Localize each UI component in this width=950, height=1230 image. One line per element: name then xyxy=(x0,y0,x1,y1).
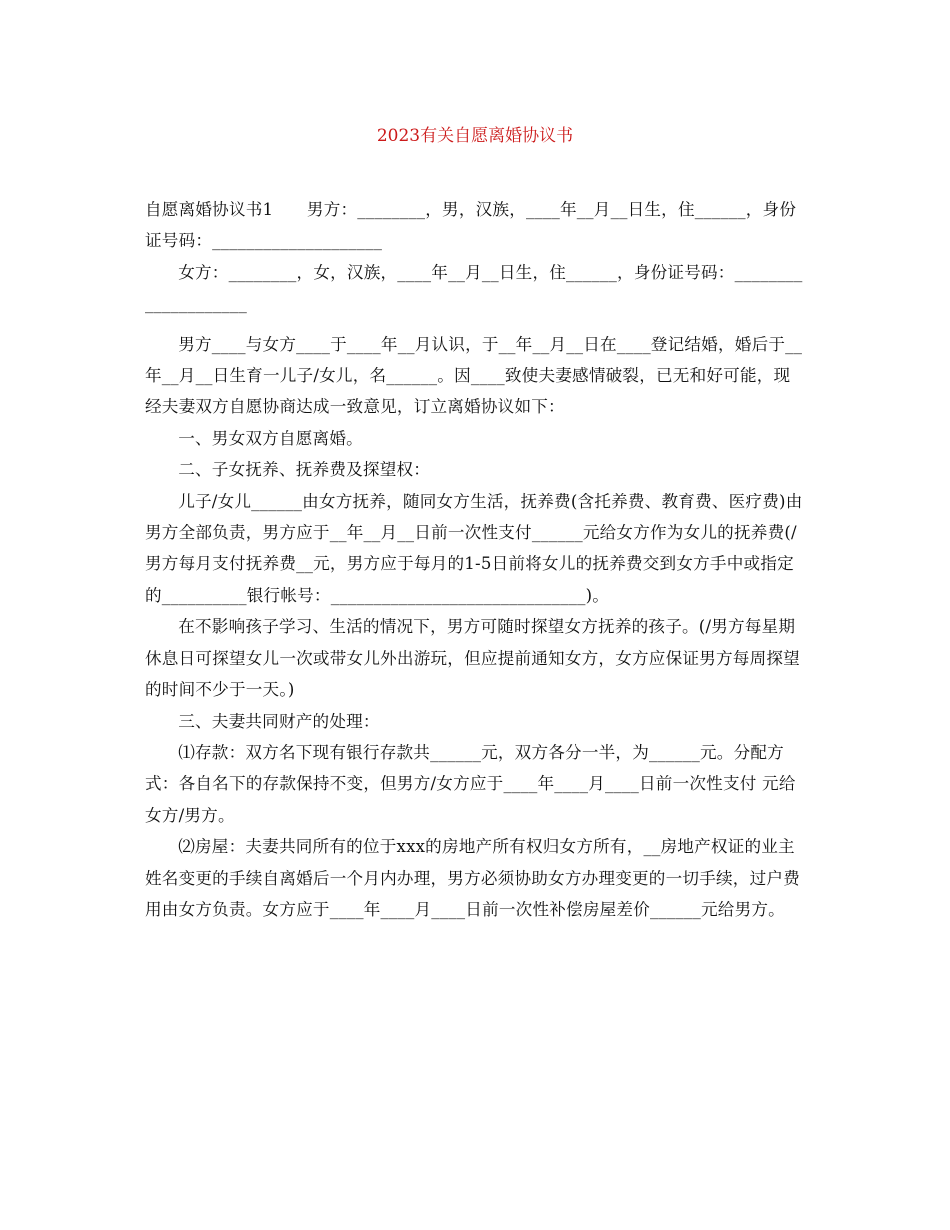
paragraph-child-support: 儿子/女儿______由女方抚养，随同女方生活，抚养费(含托养费、教育费、医疗费)由男方全部负责，男方应于__年__月__日前一次性支付______元给女方作为女儿的抚养费(/男方每月支付抚养费__元，男方应于每月的1-5日前将女儿的抚养费交到女方手中或指定的__________银行帐号：______________________________)。 xyxy=(145,491,803,605)
paragraph-background: 男方____与女方____于____年__月认识，于__年__月__日在____登记结婚，婚后于__年__月__日生育一儿子/女儿，名______。因____致使夫妻感情破裂，已无和好可能，现经夫妻双方自愿协商达成一致意见，订立离婚协议如下： xyxy=(145,334,803,417)
document-body xyxy=(145,194,807,925)
paragraph-parties-female: 女方：________，女，汉族，____年__月__日生，住______，身份证号码：____________________ xyxy=(145,262,803,314)
paragraph-savings: ⑴存款：双方名下现有银行存款共______元，双方各分一半，为______元。分配方式：各自名下的存款保持不变，但男方/女方应于____年____月____日前一次性支付 元给女方/男方。 xyxy=(145,742,796,825)
paragraph-parties-male: 自愿离婚协议书1 男方：________，男，汉族，____年__月__日生，住______，身份证号码：____________________ xyxy=(145,200,797,251)
document-title: 2023有关自愿离婚协议书 xyxy=(376,126,574,146)
paragraph-clause-2-heading: 二、子女抚养、抚养费及探望权： xyxy=(178,460,431,480)
paragraph-clause-3-heading: 三、夫妻共同财产的处理： xyxy=(178,711,380,731)
paragraph-visitation: 在不影响孩子学习、生活的情况下，男方可随时探望女方抚养的孩子。(/男方每星期休息日可探望女儿一次或带女儿外出游玩，但应提前通知女方，女方应保证男方每周探望的时间不少于一天。) xyxy=(145,617,800,700)
paragraph-clause-1: 一、男女双方自愿离婚。 xyxy=(178,428,363,448)
paragraph-housing: ⑵房屋：夫妻共同所有的位于xxx的房地产所有权归女方所有，__房地产权证的业主姓名变更的手续自离婚后一个月内办理，男方必须协助女方办理变更的一切手续，过户费用由女方负责。女方应于____年____月____日前一次性补偿房屋差价______元给男方。 xyxy=(145,837,800,919)
